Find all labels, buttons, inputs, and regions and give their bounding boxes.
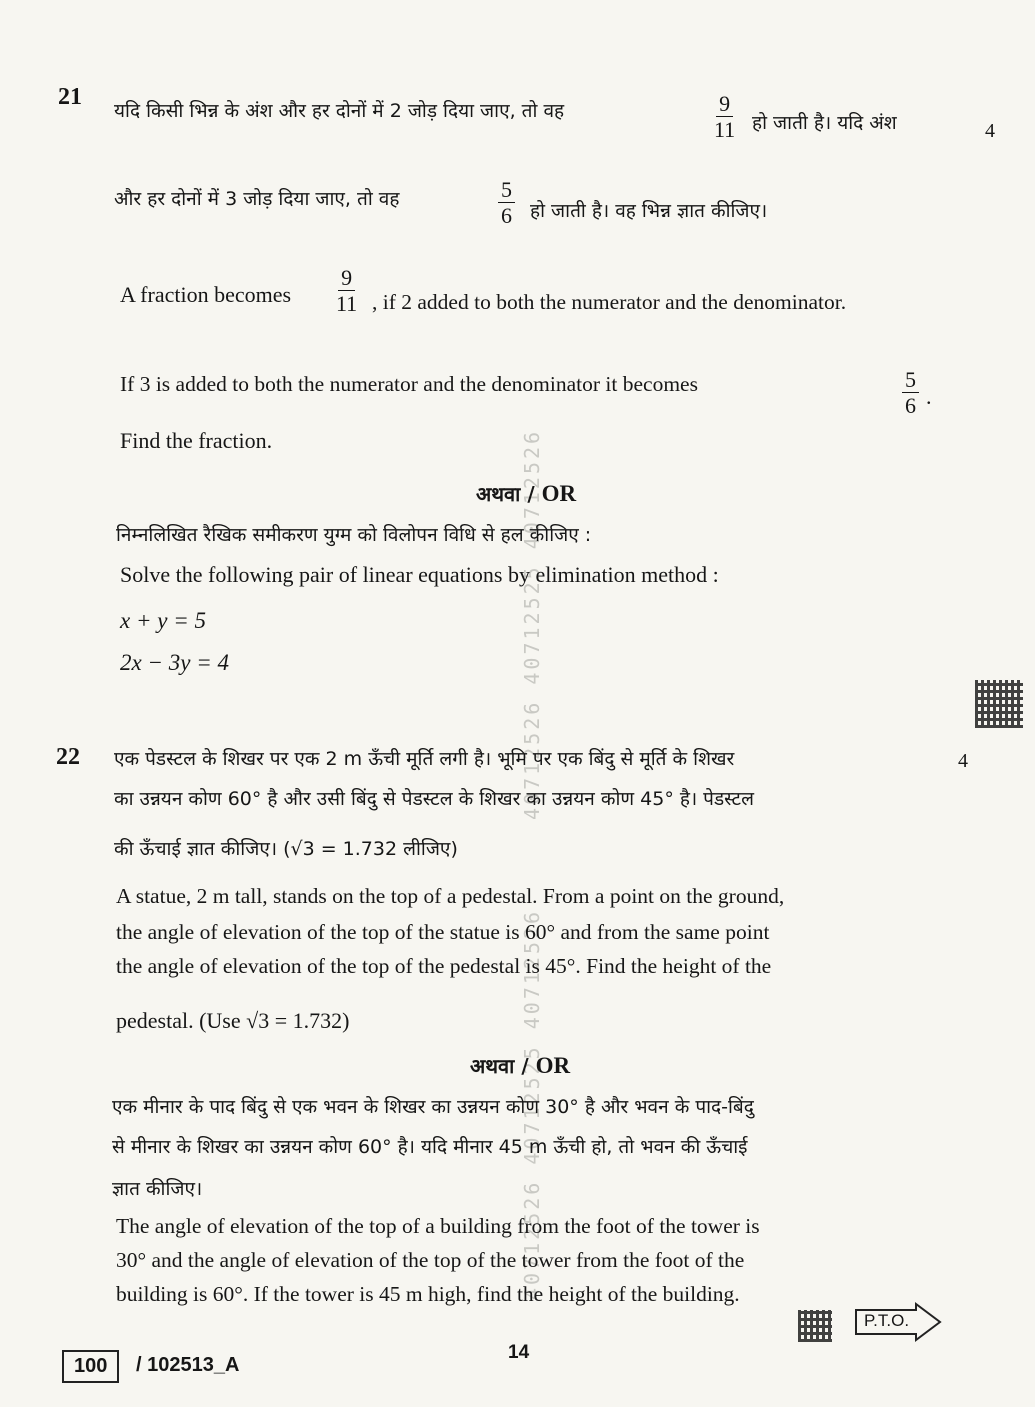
or-separator — [470, 1052, 570, 1079]
q22-english-line-4: pedestal. (Use √3 = 1.732) — [116, 1008, 350, 1033]
fraction-five-sixths — [498, 178, 515, 227]
or-english: OR — [535, 1053, 571, 1078]
q22-alt-english-line-2: 30° and the angle of elevation of the top of the tower from the foot of the — [116, 1248, 745, 1272]
q21-hindi-line-1a: यदि किसी भिन्न के अंश और हर दोनों में 2 जोड़ दिया जाए, तो वह — [114, 100, 565, 122]
q22-english-line-2: the angle of elevation of the top of the statue is 60° and from the same point — [116, 920, 770, 944]
q22-alt-hindi-line-1: एक मीनार के पाद बिंदु से एक भवन के शिखर का उन्नयन कोण 30° है और भवन के पाद-बिंदु — [112, 1096, 754, 1118]
question-number: 22 — [56, 744, 80, 770]
question-marks: 4 — [958, 750, 968, 772]
equation-2: 2x − 3y = 4 — [120, 650, 229, 675]
watermark: 40712526 40712525 40712526 — [520, 428, 544, 820]
q22-hindi-line-2: का उन्नयन कोण 60° है और उसी बिंदु से पेडस्टल के शिखर का उन्नयन कोण 45° है। पेडस्टल — [114, 788, 754, 810]
q22-hindi-line-1: एक पेडस्टल के शिखर पर एक 2 m ऊँची मूर्ति लगी है। भूमि पर एक बिंदु से मूर्ति के शिखर — [114, 748, 735, 770]
fraction-denominator: 11 — [714, 117, 736, 143]
q21-english-line-1a: A fraction becomes — [120, 282, 292, 307]
question-number: 21 — [58, 84, 82, 110]
q21-english-line-2: If 3 is added to both the numerator and the denominator it becomes — [120, 372, 698, 396]
q21-english-line-1b: , if 2 added to both the numerator and the denominator. — [372, 290, 847, 314]
or-hindi: अथवा / — [476, 482, 535, 506]
paper-code: / 102513_A — [136, 1354, 240, 1376]
q21-alt-english: Solve the following pair of linear equations by elimination method : — [120, 562, 719, 587]
fraction-nine-elevenths-en — [336, 266, 357, 315]
q21-hindi-line-1b: हो जाती है। यदि अंश — [752, 112, 897, 134]
qr-code-side — [975, 680, 1023, 728]
q21-hindi-line-2b: हो जाती है। वह भिन्न ज्ञात कीजिए। — [530, 200, 768, 222]
fraction-denominator: 11 — [336, 291, 358, 317]
fraction-denominator: 6 — [905, 393, 916, 419]
fraction-numerator: 9 — [716, 92, 733, 117]
pto-label: P.T.O. — [864, 1311, 910, 1330]
fraction-numerator: 9 — [338, 266, 355, 291]
pto-arrow — [854, 1302, 944, 1346]
or-english: OR — [541, 481, 577, 506]
q22-alt-english-line-3: building is 60°. If the tower is 45 m high, find the height of the building. — [116, 1282, 740, 1306]
equation-1: x + y = 5 — [120, 608, 206, 633]
q21-hindi-line-2a: और हर दोनों में 3 जोड़ दिया जाए, तो वह — [114, 188, 400, 210]
or-separator — [476, 480, 576, 507]
set-number-box: 100 — [62, 1350, 119, 1383]
fraction-numerator: 5 — [498, 178, 515, 203]
q22-alt-hindi-line-3: ज्ञात कीजिए। — [112, 1178, 203, 1200]
q22-hindi-line-3: की ऊँचाई ज्ञात कीजिए। (√3 = 1.732 लीजिए) — [114, 838, 458, 860]
q21-english-line-3: Find the fraction. — [120, 428, 273, 453]
fraction-nine-elevenths — [714, 92, 735, 141]
or-hindi: अथवा / — [470, 1054, 529, 1078]
q21-alt-hindi: निम्नलिखित रैखिक समीकरण युग्म को विलोपन विधि से हल कीजिए : — [116, 524, 592, 546]
fraction-numerator: 5 — [902, 368, 919, 393]
fraction-denominator: 6 — [501, 203, 512, 229]
q21-english-line-2-end: . — [926, 384, 932, 409]
page-number: 14 — [508, 1342, 530, 1363]
fraction-five-sixths-en — [902, 368, 919, 417]
q22-alt-english-line-1: The angle of elevation of the top of a building from the foot of the tower is — [116, 1214, 760, 1238]
q22-english-line-3: the angle of elevation of the top of the pedestal is 45°. Find the height of the — [116, 954, 772, 978]
q22-alt-hindi-line-2: से मीनार के शिखर का उन्नयन कोण 60° है। यदि मीनार 45 m ऊँची हो, तो भवन की ऊँचाई — [112, 1136, 748, 1158]
question-marks: 4 — [985, 120, 995, 142]
qr-code-footer — [798, 1310, 832, 1342]
watermark-lower: 40712526 40712525 40712526 — [520, 908, 544, 1300]
q22-english-line-1: A statue, 2 m tall, stands on the top of a pedestal. From a point on the ground, — [116, 884, 785, 908]
